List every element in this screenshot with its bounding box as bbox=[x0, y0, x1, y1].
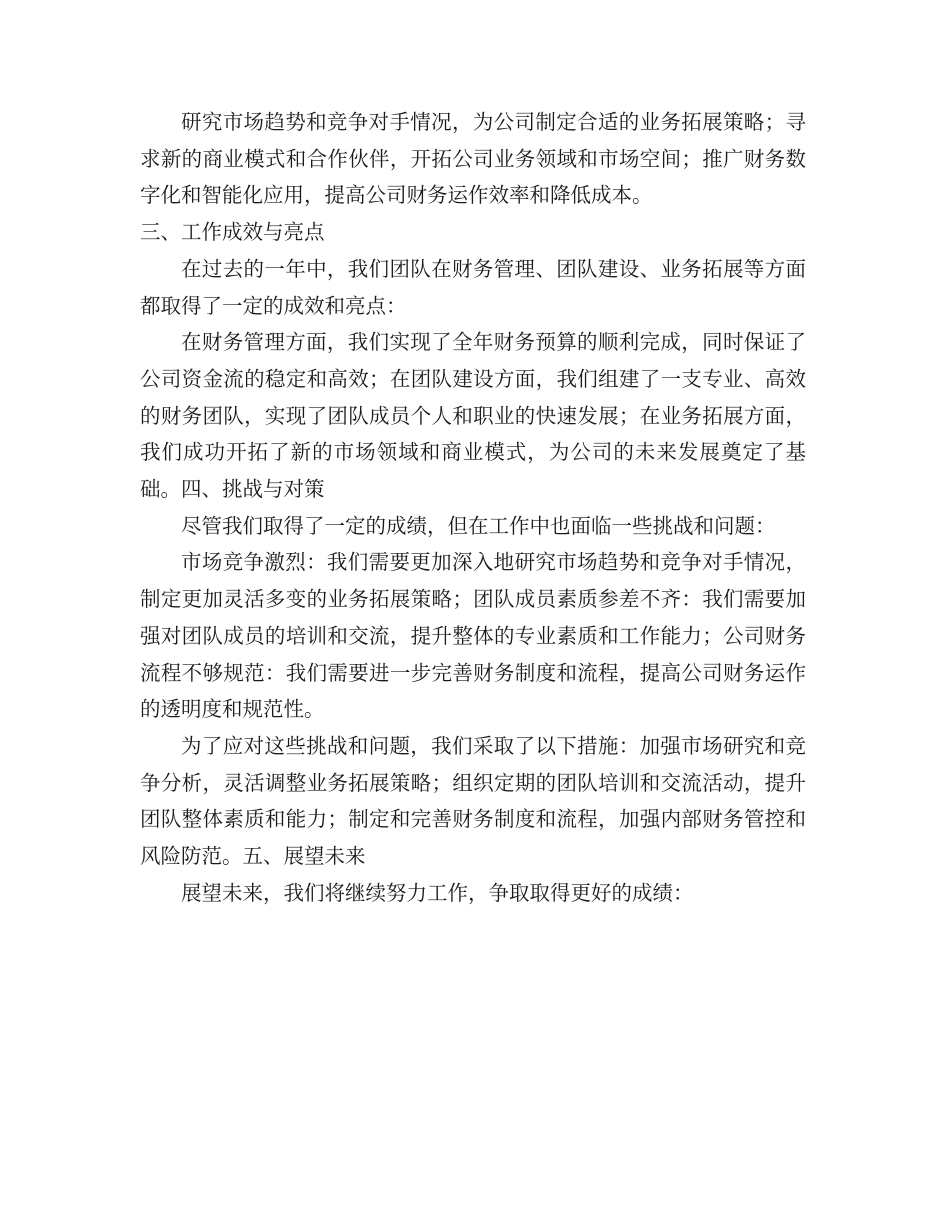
paragraph-business-strategy: 研究市场趋势和竞争对手情况，为公司制定合适的业务拓展策略；寻求新的商业模式和合作伙伴，开拓公司业务领域和市场空间；推广财务数字化和智能化应用，提高公司财务运作效率和降低成本。 bbox=[140, 110, 806, 208]
document-body bbox=[140, 104, 806, 911]
paragraph-challenges-intro: 尽管我们取得了一定的成绩，但在工作中也面临一些挑战和问题： bbox=[181, 513, 776, 538]
paragraph-results-detail: 在财务管理方面，我们实现了全年财务预算的顺利完成，同时保证了公司资金流的稳定和高效；在团队建设方面，我们组建了一支专业、高效的财务团队，实现了团队成员个人和职业的快速发展；在业务拓展方面，我们成功开拓了新的市场领域和商业模式，为公司的未来发展奠定了基础。四、挑战与对策 bbox=[140, 330, 806, 502]
paragraph-challenges-detail: 市场竞争激烈：我们需要更加深入地研究市场趋势和竞争对手情况，制定更加灵活多变的业务拓展策略；团队成员素质参差不齐：我们需要加强对团队成员的培训和交流，提升整体的专业素质和工作能力；公司财务流程不够规范：我们需要进一步完善财务制度和流程，提高公司财务运作的透明度和规范性。 bbox=[140, 550, 806, 722]
paragraph-outlook: 展望未来，我们将继续努力工作，争取取得更好的成绩： bbox=[181, 880, 694, 905]
section-heading-results: 三、工作成效与亮点 bbox=[140, 220, 325, 245]
paragraph-measures: 为了应对这些挑战和问题，我们采取了以下措施：加强市场研究和竞争分析，灵活调整业务拓展策略；组织定期的团队培训和交流活动，提升团队整体素质和能力；制定和完善财务制度和流程，加强内部财务管控和风险防范。五、展望未来 bbox=[140, 733, 806, 869]
paragraph-results-intro: 在过去的一年中，我们团队在财务管理、团队建设、业务拓展等方面都取得了一定的成效和亮点： bbox=[140, 256, 806, 318]
